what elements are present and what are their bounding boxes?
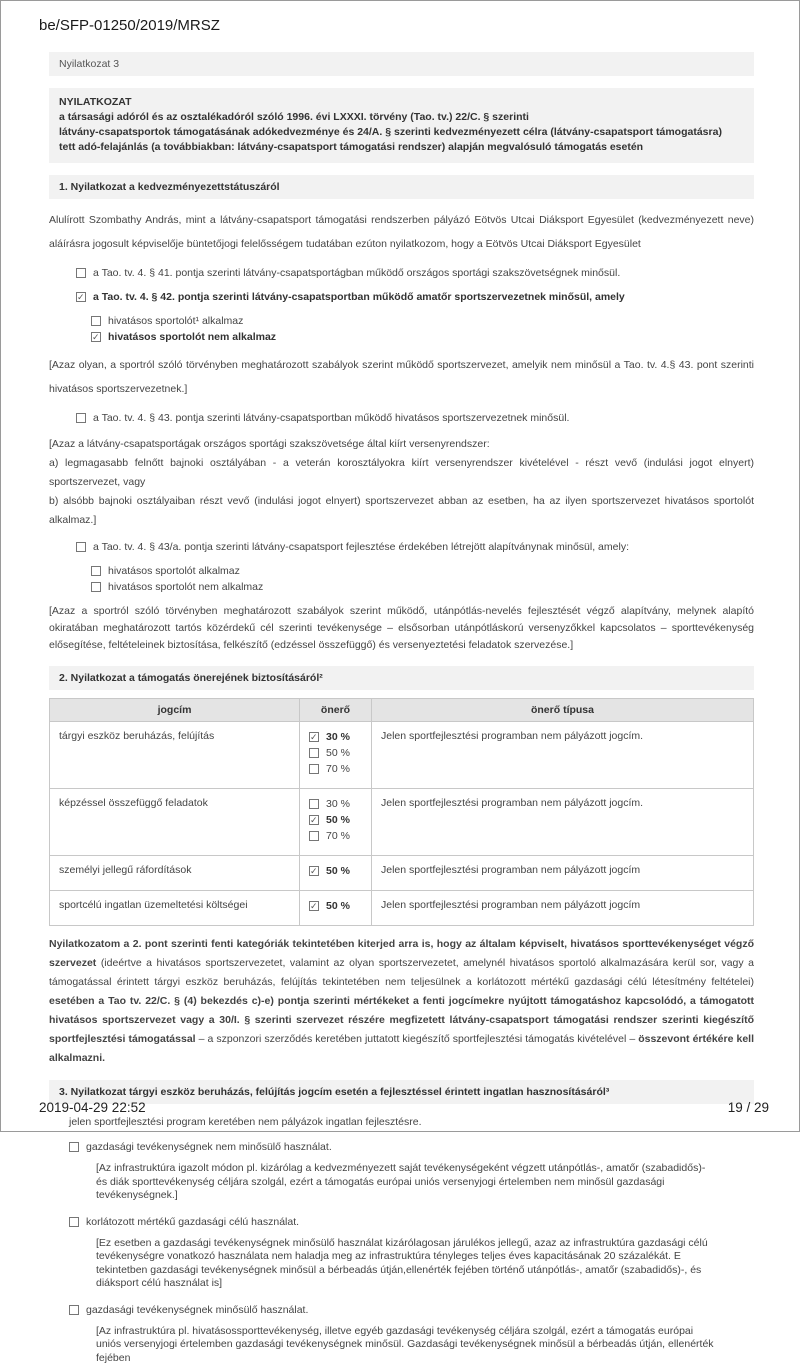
option-tao-43a — [76, 540, 754, 554]
onero-option-label: 30 % — [326, 730, 350, 745]
option-42-pro-athlete-yes — [91, 314, 754, 328]
onero-option-label: 70 % — [326, 762, 350, 777]
cell-onero — [300, 789, 372, 856]
cell-onero-tipusa: Jelen sportfejlesztési programban nem pályázott jogcím — [372, 856, 754, 891]
column-header-onero: önerő — [300, 699, 372, 722]
page-content — [49, 52, 754, 1365]
option-43a-pro-athlete-no — [91, 580, 754, 594]
no-property-development-line: jelen sportfejlesztési program keretében nem pályázok ingatlan fejlesztésre. — [69, 1116, 754, 1128]
checkbox-tao-43-icon[interactable] — [76, 413, 86, 423]
checkbox-30pct-icon[interactable] — [309, 799, 319, 809]
section-1-intro-paragraph: Alulírott Szombathy András, mint a látvány-csapatsport támogatási rendszerben pályázó Eötvös Utcai Diáksport Egyesület (kedvezményezett neve) aláírásra jogosult képviselője büntetőjogi felelősségem tudatában ezúton nyilatkozom, hogy a Eötvös Utcai Diáksport Egyesület — [49, 208, 754, 256]
onero-option-label: 50 % — [326, 813, 350, 828]
own-contribution-table — [49, 698, 754, 926]
section-2-heading: 2. Nyilatkozat a támogatás önerejének biztosításáról² — [49, 666, 754, 690]
cell-onero-tipusa: Jelen sportfejlesztési programban nem pályázott jogcím. — [372, 789, 754, 856]
cell-jogcim: tárgyi eszköz beruházás, felújítás — [50, 722, 300, 789]
declaration-subtitle-line-2: látvány-csapatsportok támogatásának adókedvezménye és 24/A. § szerinti kedvezményezett célra (látvány-csapatsport támogatásra) — [59, 125, 744, 140]
note-amateur-definition: [Azaz olyan, a sportról szóló törvényben meghatározott szabályok szerint működő sportszervezet, amelyik nem minősül a Tao. tv. 4.§ 43. pont szerinti hivatásos sportszervezetnek.] — [49, 353, 754, 401]
option-42-pro-athlete-no-label: hivatásos sportolót nem alkalmaz — [108, 330, 276, 344]
checkbox-43a-pro-athlete-no-icon[interactable] — [91, 582, 101, 592]
onero-option — [309, 730, 362, 745]
checkbox-30pct-icon[interactable] — [309, 732, 319, 742]
option-economic-use — [69, 1303, 754, 1317]
checkbox-50pct-icon[interactable] — [309, 866, 319, 876]
table-row — [50, 856, 754, 891]
section-1-heading: 1. Nyilatkozat a kedvezményezettstátuszáról — [49, 175, 754, 199]
declaration-title: NYILATKOZAT — [59, 95, 744, 110]
note-limited-economic-use: [Ez esetben a gazdasági tevékenységnek minősülő használat kizárólagosan járulékos jellegű, azaz az infrastruktúra gazdasági célú tevékenységre vonatkozó használata nem haladja meg az infrastruktúra tényleges teljes éves kapacitásának 20 százalékát. E tekintetben gazdasági tevékenységnek minősül a bérbeadás útján,ellenérték fejében történő utánpótlás-, amatőr (szabadidős)-, és diáksport célú használat is] — [96, 1237, 718, 1291]
option-tao-43-label: a Tao. tv. 4. § 43. pontja szerinti látvány-csapatsportban működő hivatásos sportszervezetnek minősül. — [93, 411, 569, 425]
checkbox-economic-use-icon[interactable] — [69, 1305, 79, 1315]
option-non-economic-use — [69, 1140, 754, 1154]
cell-onero-tipusa: Jelen sportfejlesztési programban nem pályázott jogcím. — [372, 722, 754, 789]
cell-onero — [300, 856, 372, 891]
column-header-onero-tipusa: önerő típusa — [372, 699, 754, 722]
checkbox-70pct-icon[interactable] — [309, 831, 319, 841]
checkbox-70pct-icon[interactable] — [309, 764, 319, 774]
cell-onero — [300, 722, 372, 789]
cell-onero — [300, 891, 372, 926]
cell-jogcim: sportcélú ingatlan üzemeltetési költségei — [50, 891, 300, 926]
document-id: be/SFP-01250/2019/MRSZ — [39, 17, 799, 34]
onero-option-label: 50 % — [326, 899, 350, 914]
note-professional-definition — [49, 435, 754, 530]
note-professional-line-3: b) alsóbb bajnoki osztályaiban részt vevő (indulási jogot elnyert) sportszervezet abban az esetben, ha az ilyen sportszervezet hivatásos sportolót alkalmaz.] — [49, 495, 754, 526]
note-foundation-definition: [Azaz a sportról szóló törvényben meghatározott szabályok szerint működő, utánpótlás-nevelés fejlesztését végző alapítvány, melynek alapító okiratában meghatározott tartós közérdekű cél szerinti tevékenysége – elsősorban utánpótláskorú versenyzőkkel kapcsolatos – sporttevékenység elősegítése, feltételeinek biztosítása, felkészítő (edzéssel összefüggő) és versenyeztetési feladatok szervezése.] — [49, 603, 754, 654]
onero-option-label: 30 % — [326, 797, 350, 812]
option-limited-economic-use — [69, 1215, 754, 1229]
option-43a-pro-athlete-no-label: hivatásos sportolót nem alkalmaz — [108, 580, 263, 594]
cell-onero-tipusa: Jelen sportfejlesztési programban nem pályázott jogcím — [372, 891, 754, 926]
checkbox-43a-pro-athlete-yes-icon[interactable] — [91, 566, 101, 576]
option-non-economic-use-label: gazdasági tevékenységnek nem minősülő használat. — [86, 1140, 332, 1154]
page-footer — [39, 1100, 769, 1115]
checkbox-50pct-icon[interactable] — [309, 901, 319, 911]
onero-option — [309, 864, 362, 879]
form-tab-title: Nyilatkozat 3 — [49, 52, 754, 76]
checkbox-tao-41-icon[interactable] — [76, 268, 86, 278]
option-42-pro-athlete-yes-label: hivatásos sportolót¹ alkalmaz — [108, 314, 243, 328]
onero-option — [309, 829, 362, 844]
declaration-subtitle-line-1: a társasági adóról és az osztalékadóról szóló 1996. évi LXXXI. törvény (Tao. tv.) 22/C. § szerinti — [59, 110, 744, 125]
onero-option — [309, 762, 362, 777]
onero-option-label: 70 % — [326, 829, 350, 844]
onero-option-label: 50 % — [326, 746, 350, 761]
table-row — [50, 891, 754, 926]
option-economic-use-label: gazdasági tevékenységnek minősülő használat. — [86, 1303, 308, 1317]
checkbox-42-pro-athlete-yes-icon[interactable] — [91, 316, 101, 326]
onero-option — [309, 746, 362, 761]
note-non-economic-use: [Az infrastruktúra igazolt módon pl. kizárólag a kedvezményezett saját tevékenységeként végzett utánpótlás-, amatőr (szabadidős)- és diák sporttevékenység céljára szolgál, ezért a támogatás európai uniós versenyjogi értelemben nem minősül gazdasági tevékenységnek.] — [96, 1162, 718, 1203]
checkbox-tao-42-icon[interactable] — [76, 292, 86, 302]
onero-option-label: 50 % — [326, 864, 350, 879]
table-row — [50, 789, 754, 856]
checkbox-50pct-icon[interactable] — [309, 748, 319, 758]
option-tao-42 — [76, 290, 754, 304]
checkbox-limited-economic-use-icon[interactable] — [69, 1217, 79, 1227]
option-tao-41 — [76, 266, 754, 280]
checkbox-tao-43a-icon[interactable] — [76, 542, 86, 552]
note-professional-line-2: a) legmagasabb felnőtt bajnoki osztályában - a veterán korosztályokra kiírt versenyrendszer kivételével - részt vevő (indulási jogot elnyert) sportszervezet, vagy — [49, 457, 754, 488]
footer-page-indicator: 19 / 29 — [728, 1100, 769, 1115]
option-tao-43 — [76, 411, 754, 425]
option-43a-pro-athlete-yes-label: hivatásos sportolót alkalmaz — [108, 564, 240, 578]
onero-option — [309, 797, 362, 812]
option-42-pro-athlete-no — [91, 330, 754, 344]
option-43a-pro-athlete-yes — [91, 564, 754, 578]
cell-jogcim: képzéssel összefüggő feladatok — [50, 789, 300, 856]
checkbox-non-economic-use-icon[interactable] — [69, 1142, 79, 1152]
option-tao-41-label: a Tao. tv. 4. § 41. pontja szerinti látvány-csapatsportágban működő országos sportági szakszövetségnek minősül. — [93, 266, 620, 280]
declaration-header — [49, 88, 754, 163]
onero-option — [309, 813, 362, 828]
cell-jogcim: személyi jellegű ráfordítások — [50, 856, 300, 891]
checkbox-50pct-icon[interactable] — [309, 815, 319, 825]
table-row — [50, 722, 754, 789]
section-3-heading: 3. Nyilatkozat tárgyi eszköz beruházás, felújítás jogcím esetén a fejlesztéssel érintett ingatlan hasznosításáról³ — [49, 1080, 754, 1104]
section-2-closing-paragraph: Nyilatkozatom a 2. pont szerinti fenti kategóriák tekintetében kiterjed arra is, hogy az általam képviselt, hivatásos sporttevékenységet végző szervezet (ideértve a hivatásos sportszervezetet, valamint az olyan sportszervezetet, amelynél hivatásos sportoló alkalmazására kerül sor, vagy a támogatással érintett tárgyi eszköz beruházás, felújítás tekintetében nem teljesülnek a korlátozott mértékű gazdasági célú létesítmény feltételei) esetében a Tao tv. 22/C. § (4) bekezdés c)-e) pontja szerinti mértékeket a fenti jogcímekre nyújtott támogatáshoz kapcsolódó, a támogatott hivatásos sportszervezet vagy a 30/I. § szerinti szervezet részére megfizetett látvány-csapatsport támogatási rendszer szerinti kiegészítő sportfejlesztési támogatással – a szponzori szerződés keretében juttatott kiegészítő sportfejlesztési támogatás kivételével – összevont értékére kell alkalmazni. — [49, 935, 754, 1068]
option-tao-42-label: a Tao. tv. 4. § 42. pontja szerinti látvány-csapatsportban működő amatőr sportszervezetnek minősül, amely — [93, 290, 625, 304]
onero-option — [309, 899, 362, 914]
declaration-subtitle-line-3: tett adó-felajánlás (a továbbiakban: látvány-csapatsport támogatási rendszer) alapján megvalósuló támogatás esetén — [59, 140, 744, 155]
option-limited-economic-use-label: korlátozott mértékű gazdasági célú használat. — [86, 1215, 299, 1229]
note-economic-use: [Az infrastruktúra pl. hivatásossporttevékenység, illetve egyéb gazdasági tevékenység céljára szolgál, ezért a támogatás európai uniós versenyjogi értelemben gazdasági tevékenységnek minősül. Gazdasági tevékenységnek minősül a bérbeadás útján, ellenérték fejében — [96, 1325, 718, 1365]
checkbox-42-pro-athlete-no-icon[interactable] — [91, 332, 101, 342]
section-3-body — [49, 1116, 754, 1365]
note-professional-line-1: [Azaz a látvány-csapatsportágak országos sportági szakszövetsége által kiírt versenyrendszer: — [49, 438, 490, 450]
option-tao-43a-label: a Tao. tv. 4. § 43/a. pontja szerinti látvány-csapatsport fejlesztése érdekében létrejött alapítványnak minősül, amely: — [93, 540, 629, 554]
footer-timestamp: 2019-04-29 22:52 — [39, 1100, 146, 1115]
table-header-row — [50, 699, 754, 722]
column-header-jogcim: jogcím — [50, 699, 300, 722]
